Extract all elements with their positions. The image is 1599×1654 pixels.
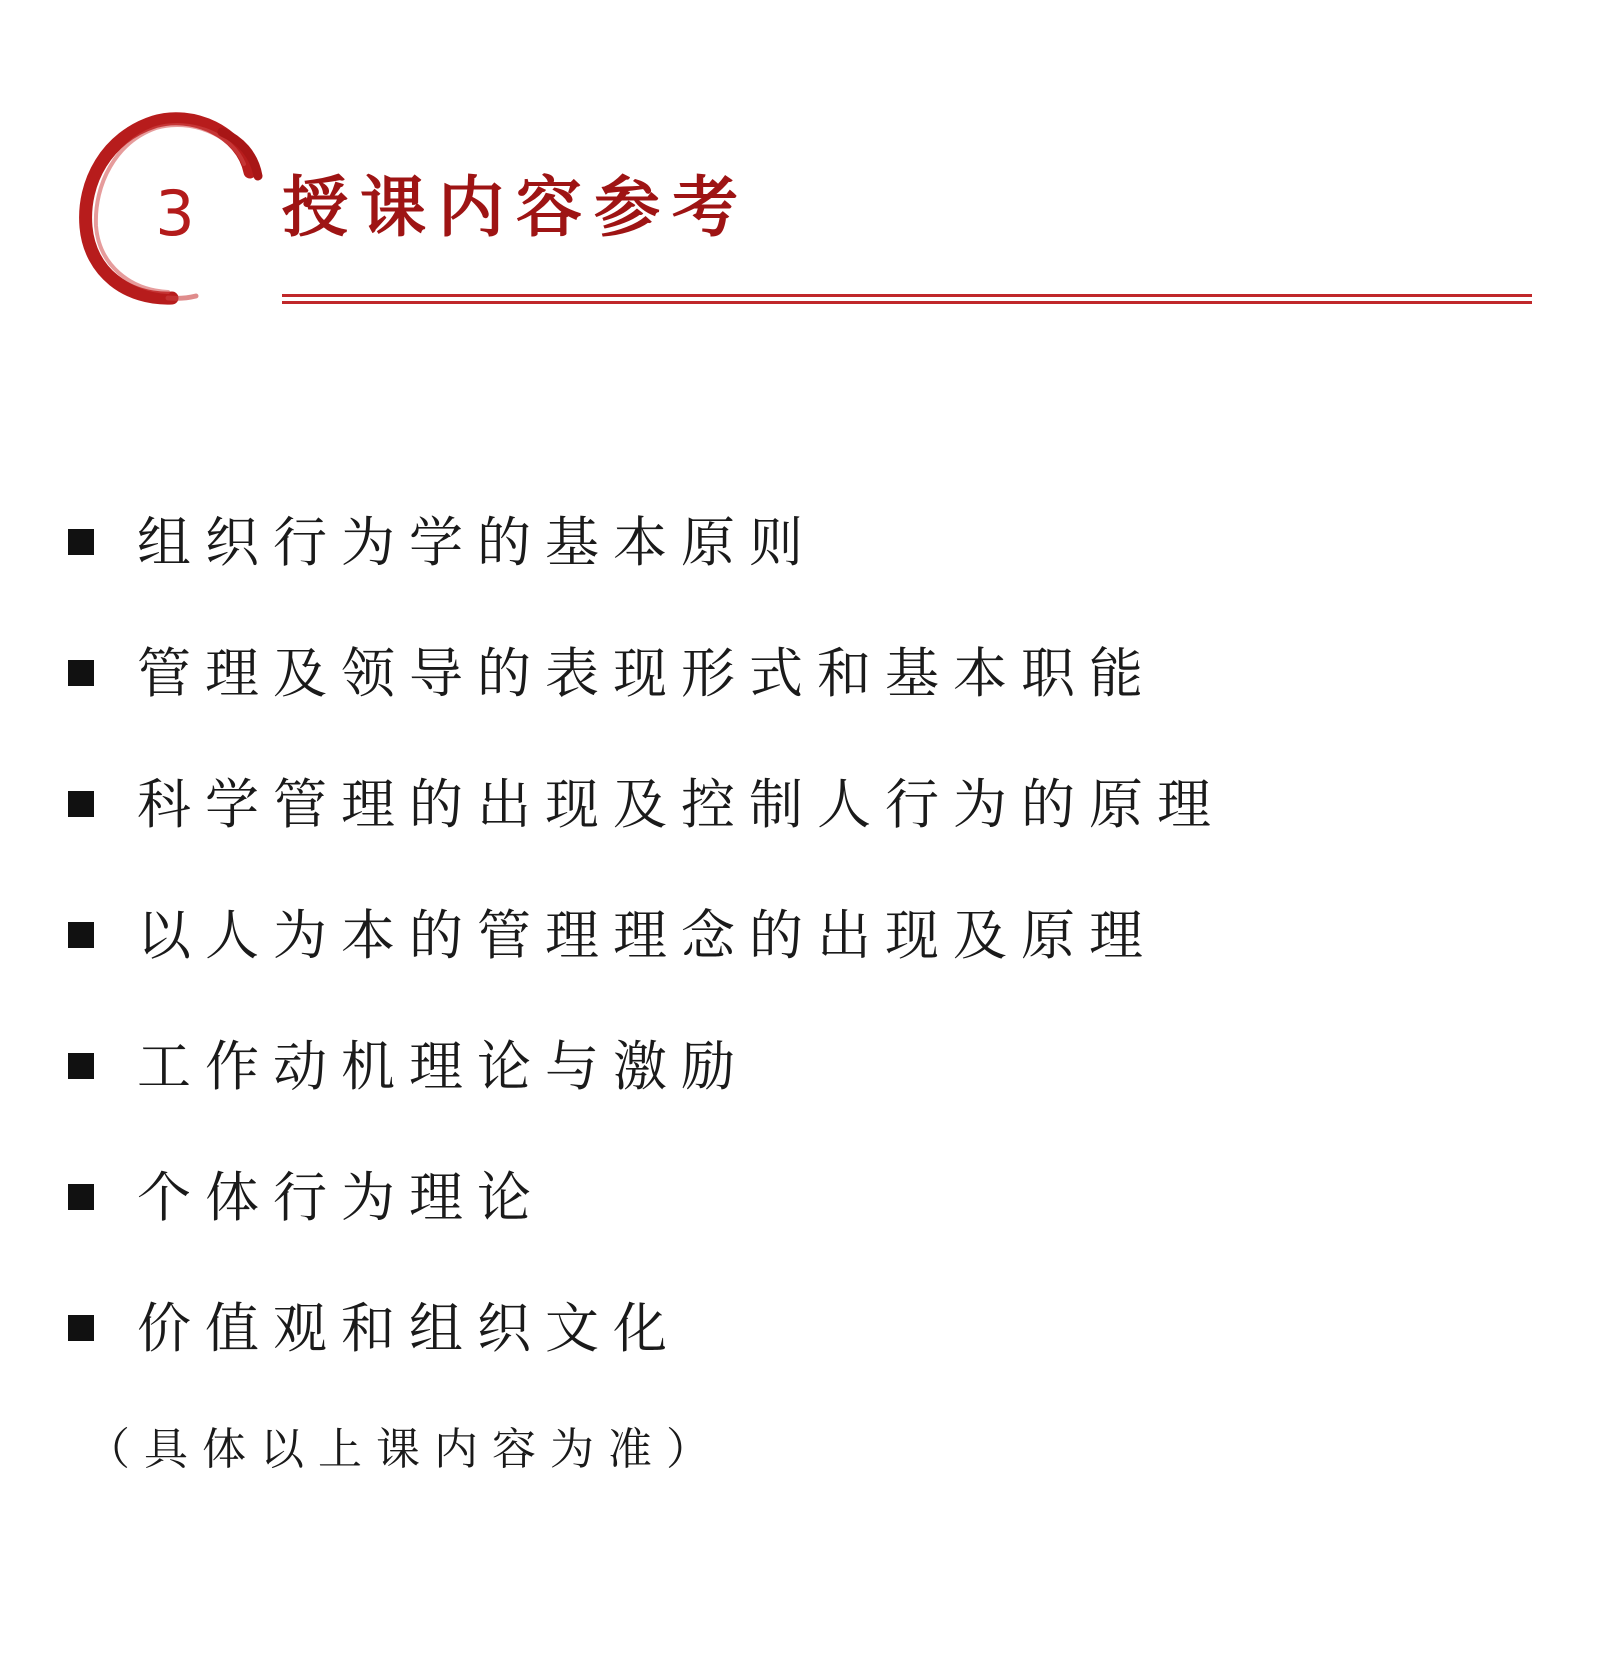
square-bullet-icon [68, 1053, 94, 1079]
list-item [0, 505, 1599, 636]
list-item [0, 898, 1599, 1029]
list-item [0, 1029, 1599, 1160]
footnote: （具体以上课内容为准） [86, 1424, 724, 1475]
section-title: 授课内容参考 [282, 169, 750, 246]
square-bullet-icon [68, 922, 94, 948]
list-item [0, 1160, 1599, 1291]
square-bullet-icon [68, 1184, 94, 1210]
rule-line-top [282, 294, 1532, 297]
topic-list [0, 505, 1599, 1422]
square-bullet-icon [68, 1315, 94, 1341]
topic-text: 工作动机理论与激励 [137, 1035, 749, 1098]
section-number: 3 [155, 177, 195, 250]
square-bullet-icon [68, 529, 94, 555]
list-item [0, 767, 1599, 898]
topic-text: 组织行为学的基本原则 [137, 511, 817, 574]
list-item [0, 636, 1599, 767]
square-bullet-icon [68, 660, 94, 686]
topic-text: 科学管理的出现及控制人行为的原理 [137, 773, 1225, 836]
rule-line-bottom [282, 301, 1532, 304]
topic-text: 管理及领导的表现形式和基本职能 [137, 642, 1157, 705]
topic-text: 以人为本的管理理念的出现及原理 [137, 904, 1157, 967]
topic-text: 个体行为理论 [137, 1166, 545, 1229]
topic-text: 价值观和组织文化 [137, 1297, 681, 1360]
square-bullet-icon [68, 791, 94, 817]
list-item [0, 1291, 1599, 1422]
section-header [0, 0, 1599, 340]
title-double-rule [282, 294, 1532, 306]
